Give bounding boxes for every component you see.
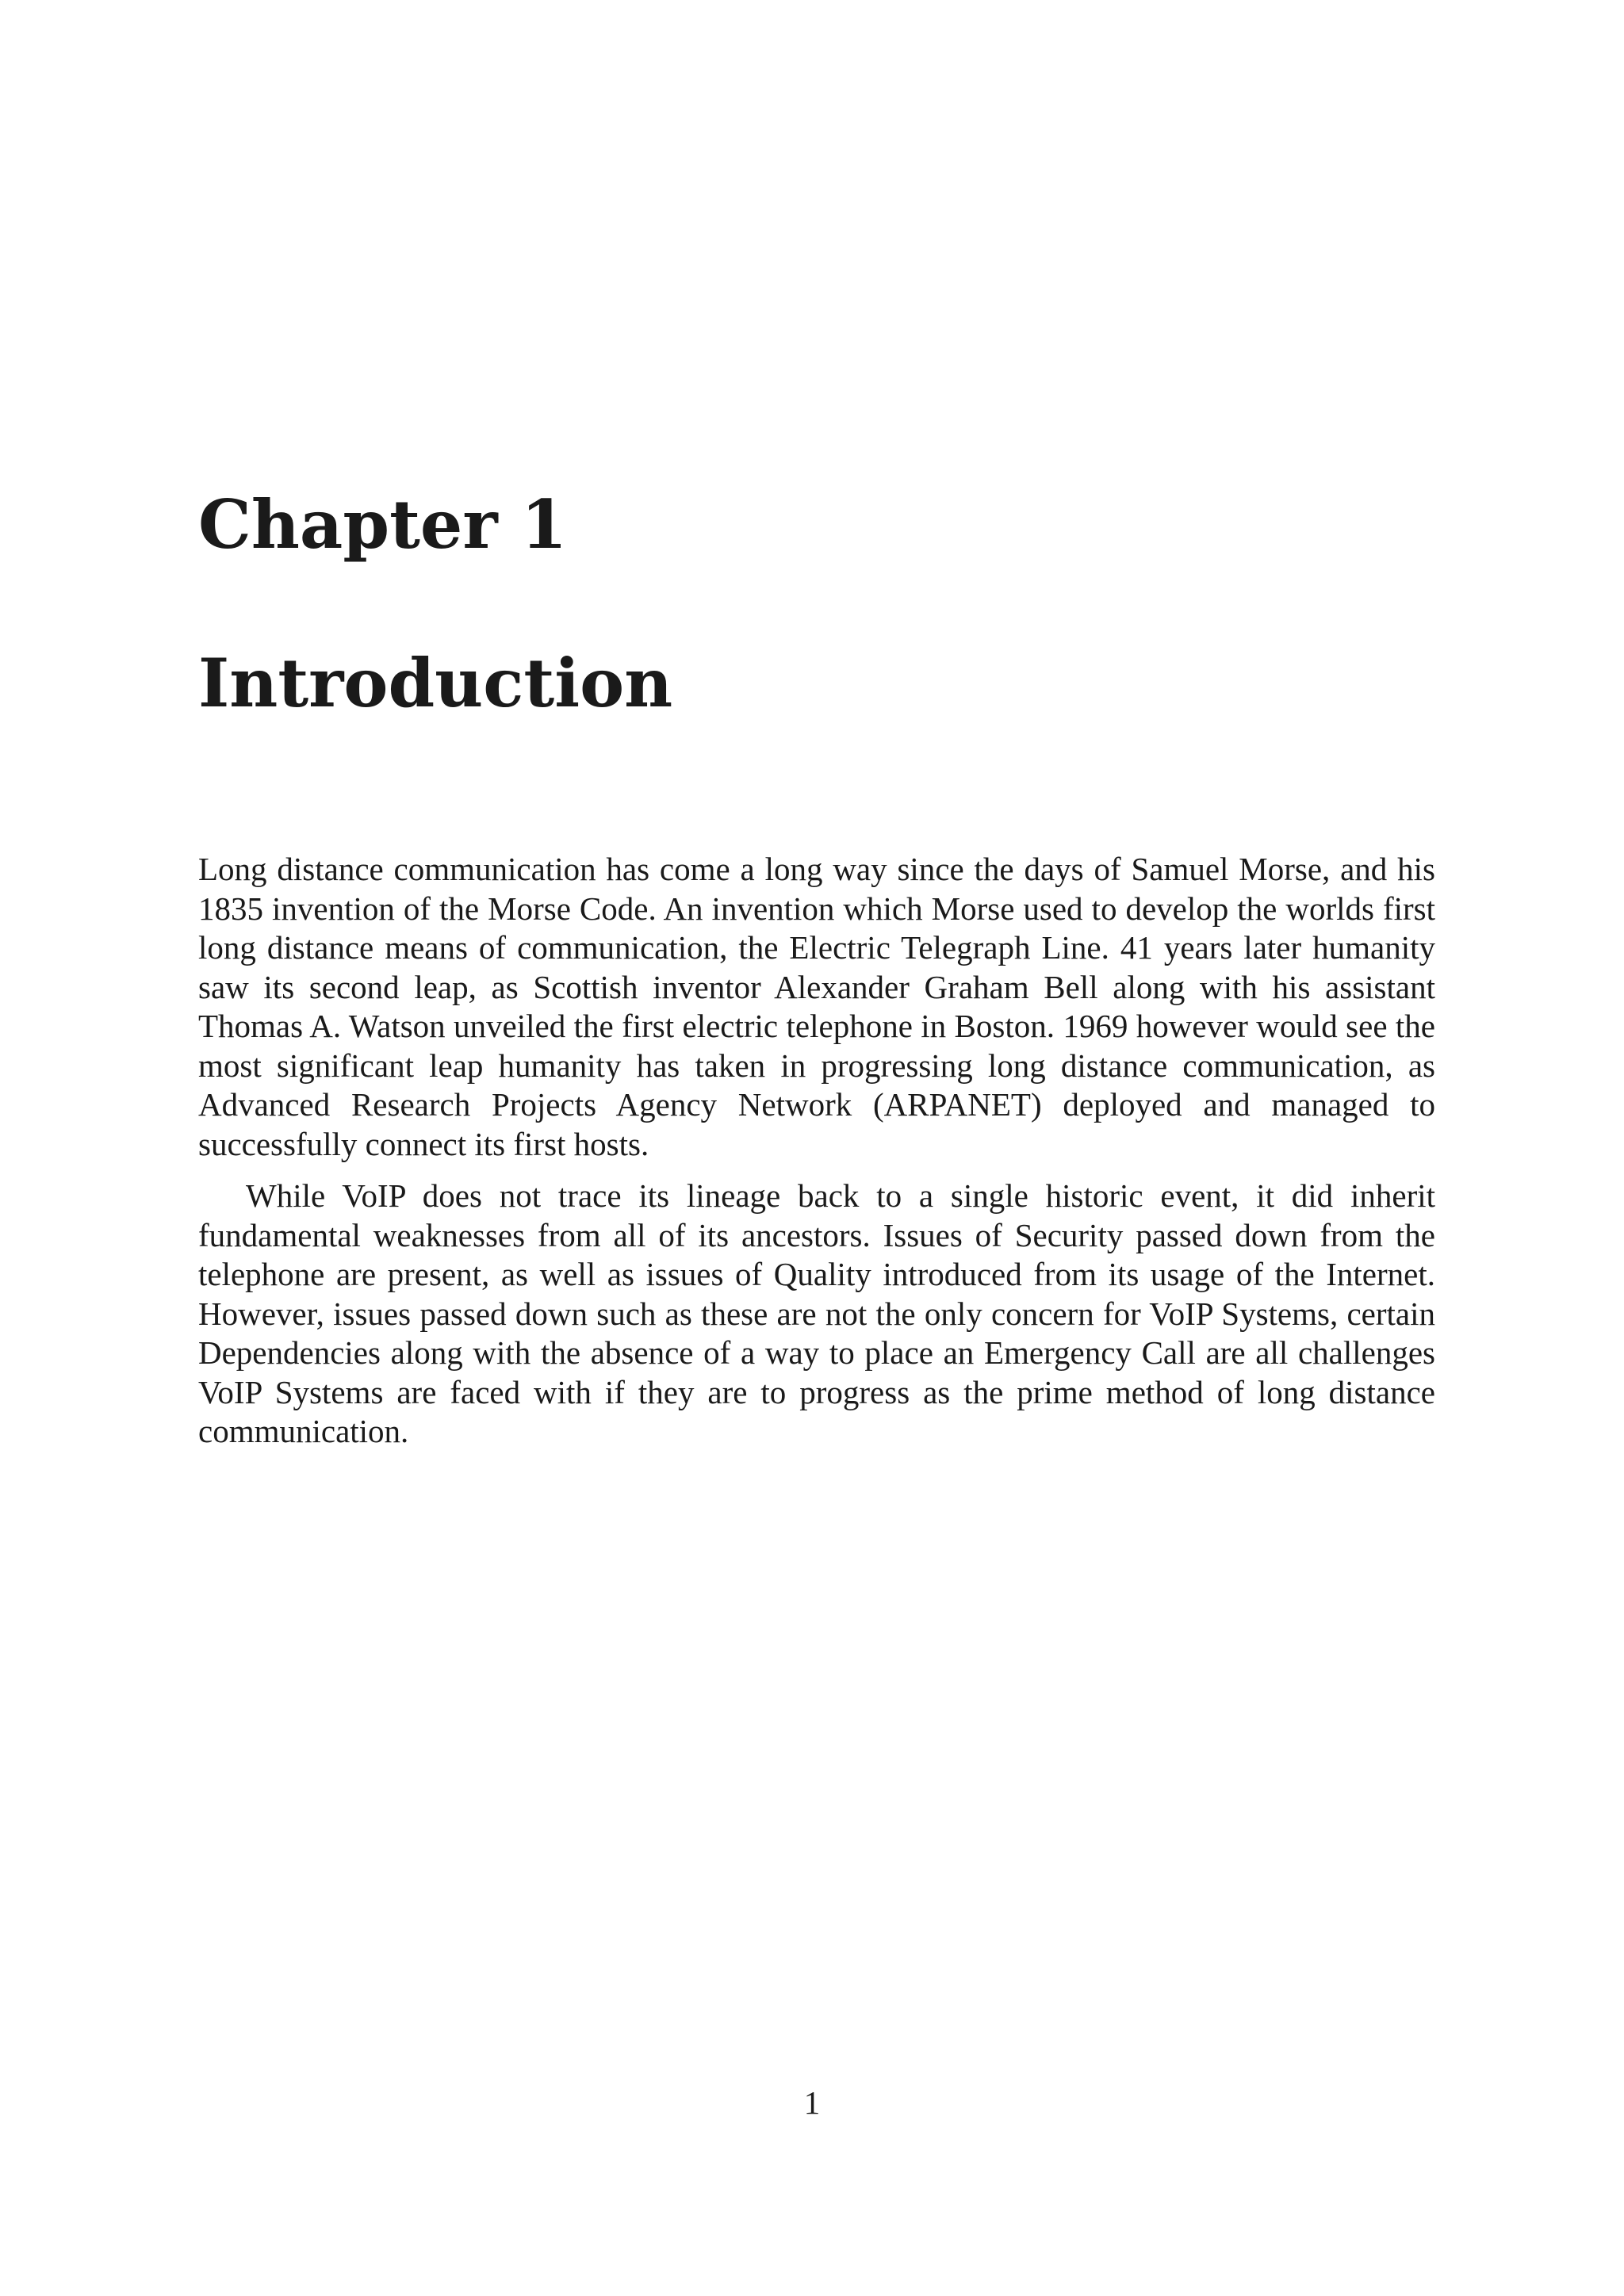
chapter-label: Chapter 1	[198, 485, 568, 564]
paragraph-2: While VoIP does not trace its lineage back to a single historic event, it did inherit fundamental weaknesses from all of its ancestors. Issues of Security passed down from the telephone are present, as well as issues of Quality introduced from its usage of the Internet. However, issues passed down such as these are not the only concern for VoIP Systems, certain Dependencies along with the absence of a way to place an Emergency Call are all challenges VoIP Systems are faced with if they are to progress as the prime method of long distance communication.	[198, 1177, 1435, 1449]
chapter-title: Introduction	[198, 644, 673, 722]
body-text	[198, 850, 1435, 1452]
paragraph-1: Long distance communication has come a long way since the days of Samuel Morse, and his 1835 invention of the Morse Code. An invention which Morse used to develop the worlds first long distance means of communication, the Electric Telegraph Line. 41 years later humanity saw its second leap, as Scottish inventor Alexander Graham Bell along with his assistant Thomas A. Watson unveiled the first electric telephone in Boston. 1969 however would see the most significant leap humanity has taken in progressing long distance communication, as Advanced Research Projects Agency Network (ARPANET) deployed and managed to successfully connect its first hosts.	[198, 851, 1435, 1162]
page-number: 1	[803, 2084, 821, 2121]
